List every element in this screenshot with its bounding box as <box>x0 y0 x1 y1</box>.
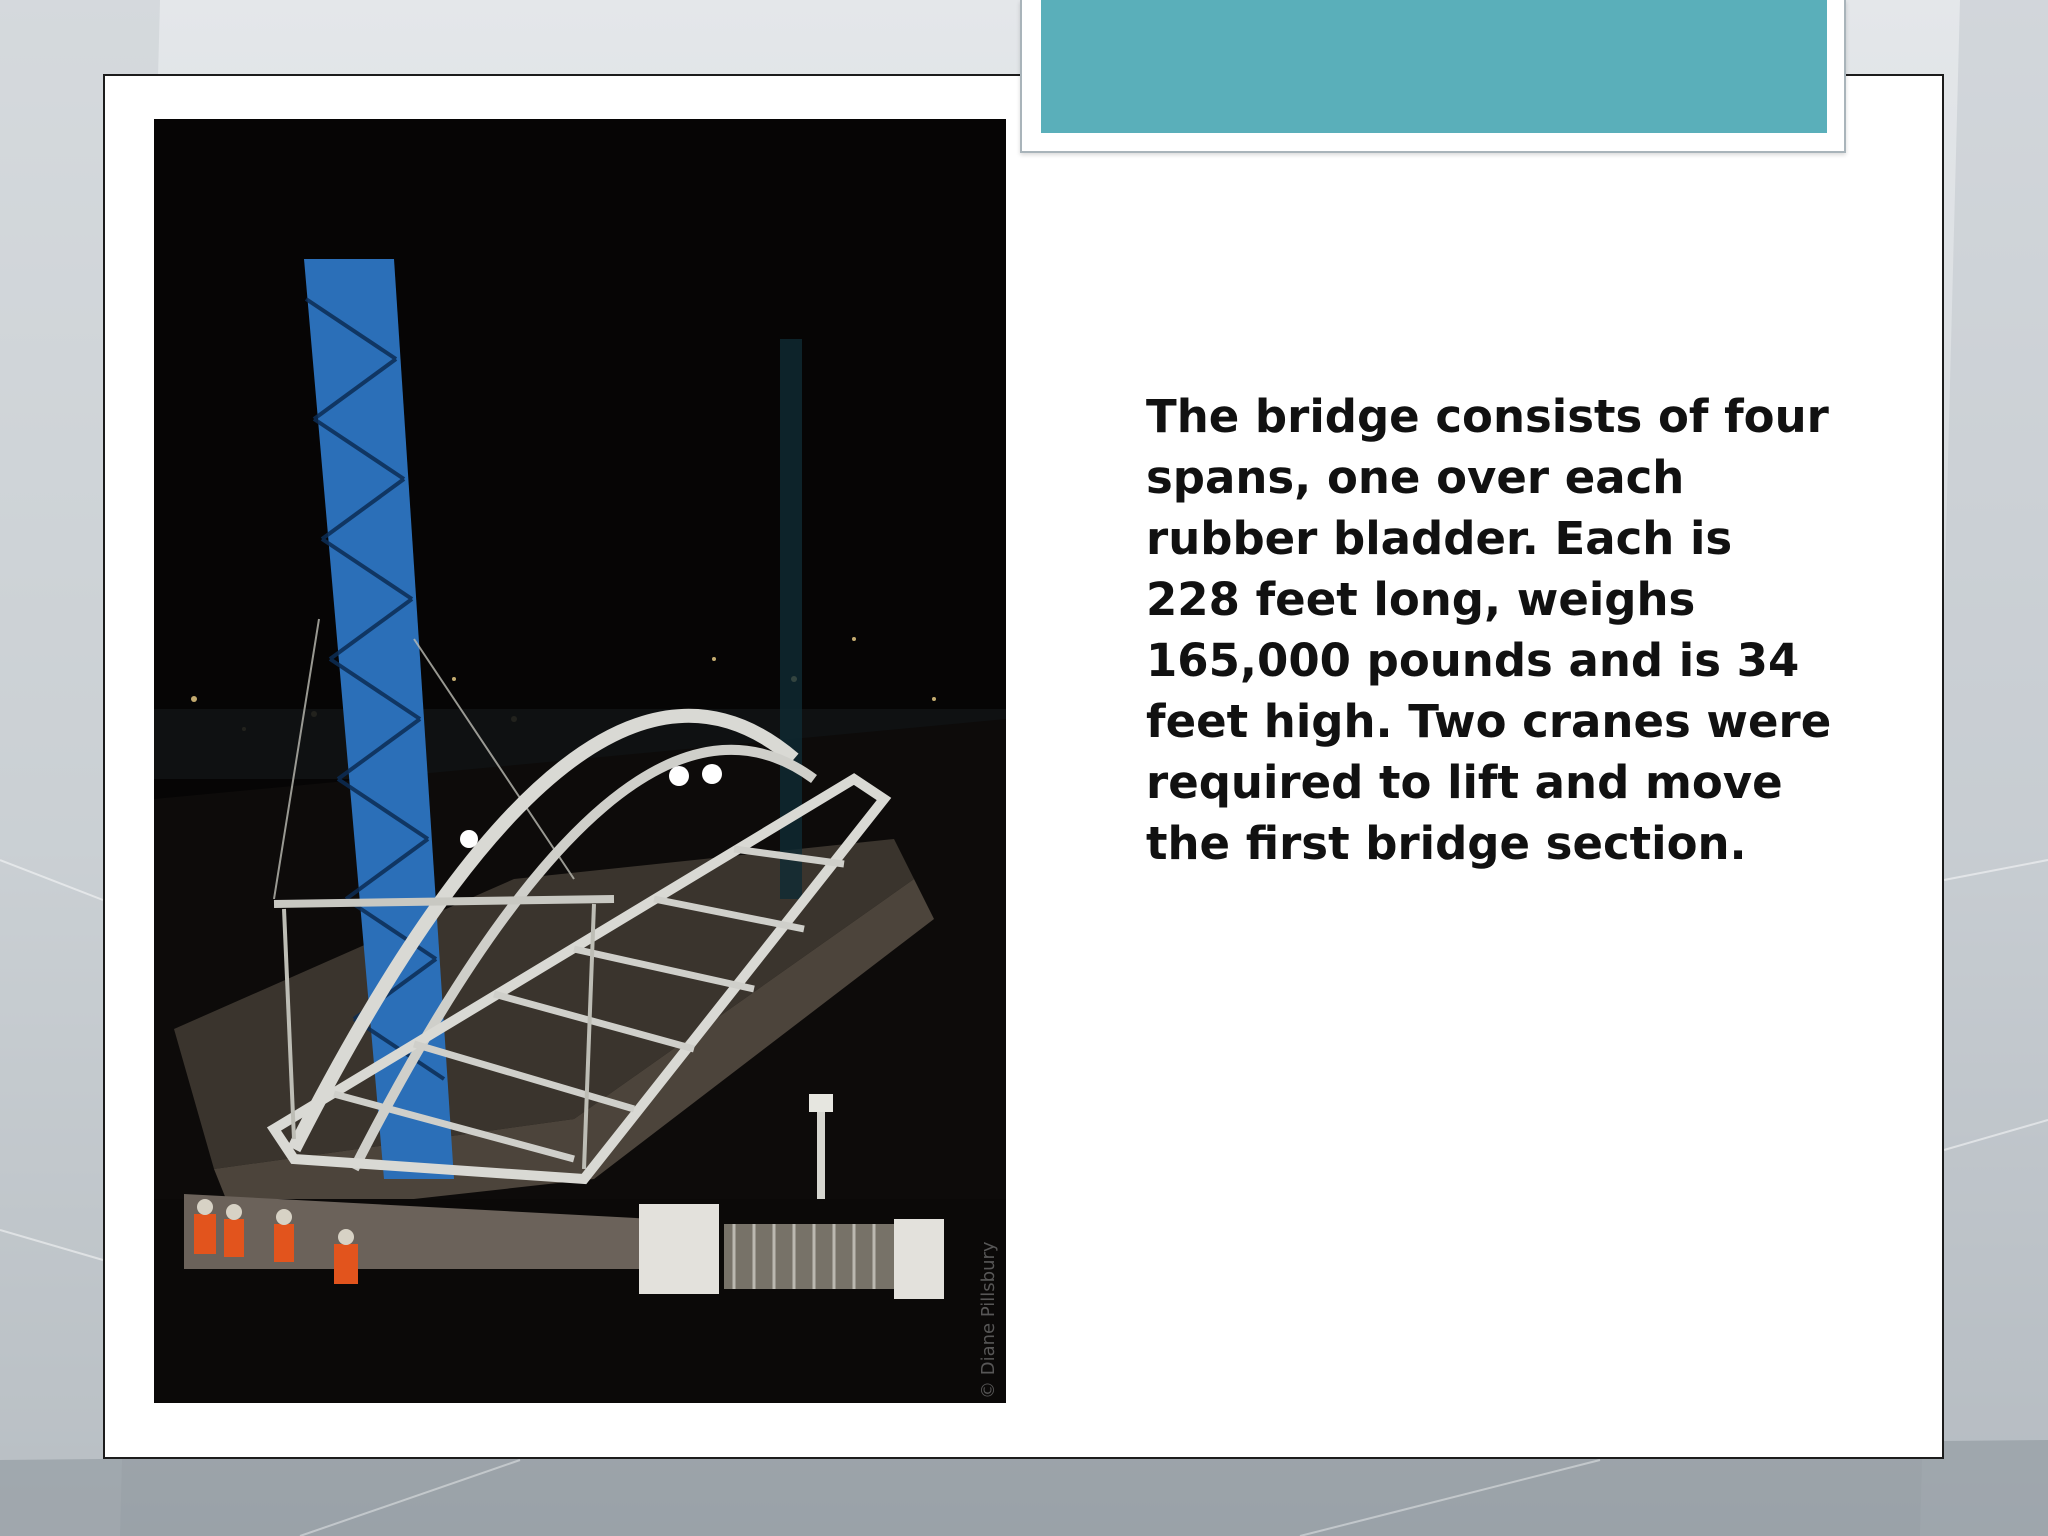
bridge-photo <box>154 119 1006 1403</box>
body-line: 165,000 pounds and is 34 <box>1146 634 1800 687</box>
title-bar <box>1041 0 1827 133</box>
body-line: required to lift and move <box>1146 756 1783 809</box>
slide-body-text <box>1146 386 1846 874</box>
body-line: spans, one over each <box>1146 451 1685 504</box>
title-placeholder-frame <box>1020 0 1846 153</box>
body-line: The bridge consists of four <box>1146 390 1829 443</box>
body-line: rubber bladder. Each is <box>1146 512 1733 565</box>
body-line: 228 feet long, weighs <box>1146 573 1696 626</box>
body-line: the first bridge section. <box>1146 817 1747 870</box>
photo-credit-watermark: © Diane Pillsbury <box>978 1241 999 1399</box>
body-line: feet high. Two cranes were <box>1146 695 1832 748</box>
bridge-photo-illustration <box>154 119 1006 1403</box>
